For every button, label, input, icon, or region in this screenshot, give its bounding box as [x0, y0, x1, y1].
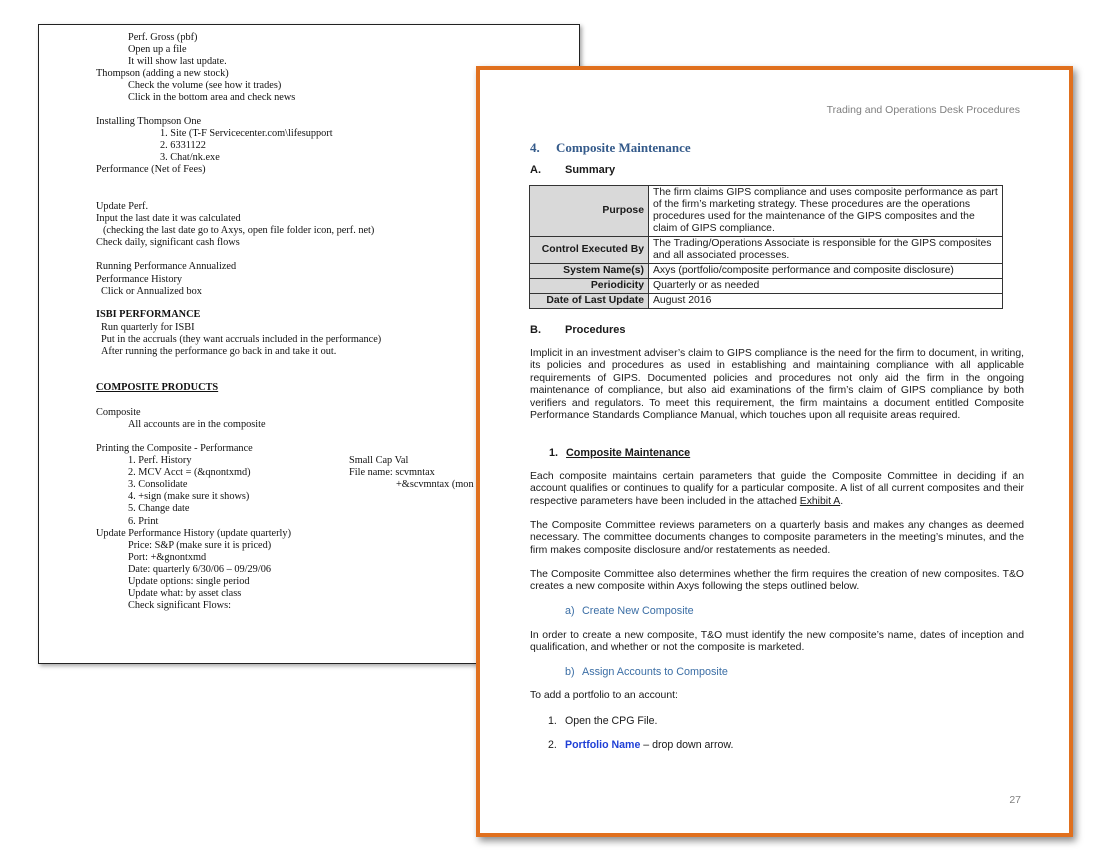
procedures-letter: B.	[530, 324, 541, 336]
subheading-title: Assign Accounts to Composite	[582, 666, 728, 678]
intro-paragraph: Implicit in an investment adviser’s claim to GIPS compliance is the need for the firm to document, in writing, its policies and procedures as used in establishing and maintaining compliance with all applicable requirements of GIPS. Documented policies and procedures not only aid the firm in the ongoing maintenance of compliance, but also aid examinations of the firm’s claim of GIPS compliance by both verifiers and regulators. To meet this requirement, the firm maintains a document entitled Composite Performance Standards Compliance Manual, which touches upon all requisite areas required.	[530, 348, 1024, 422]
note-line: Click in the bottom area and check news	[128, 92, 296, 103]
table-value: Quarterly or as needed	[649, 279, 1003, 294]
note-line: Update Performance History (update quarterly)	[96, 528, 291, 539]
note-line: Performance (Net of Fees)	[96, 164, 206, 175]
table-value: The firm claims GIPS compliance and uses composite performance as part of the firm’s marketing strategy. These procedures are the operations procedures used for the maintenance of the GIPS composites and the claim of GIPS compliance.	[649, 186, 1003, 237]
note-line: Check daily, significant cash flows	[96, 237, 240, 248]
note-line: File name: scvmntax	[349, 467, 435, 478]
step-2	[548, 739, 733, 751]
portfolio-name-label: Portfolio Name	[565, 739, 641, 751]
note-line: Check significant Flows:	[128, 600, 231, 611]
note-line: Put in the accruals (they want accruals included in the performance)	[101, 334, 382, 345]
note-line: Click or Annualized box	[101, 286, 202, 297]
note-line: Update Perf.	[96, 201, 149, 212]
note-line: Update what: by asset class	[128, 588, 242, 599]
note-line: +&scvmntax (mon	[396, 479, 474, 490]
note-line: Date: quarterly 6/30/06 – 09/29/06	[128, 564, 271, 575]
note-line: Update options: single period	[128, 576, 250, 587]
note-line: 2. MCV Acct = (&qnontxmd)	[128, 467, 251, 478]
procedures-title: Procedures	[565, 324, 626, 336]
table-label: Purpose	[530, 186, 649, 237]
create-new-composite-heading	[565, 605, 694, 617]
paragraph-end: .	[840, 495, 844, 507]
note-line: Open up a file	[128, 44, 187, 55]
subheading-letter: b)	[565, 666, 575, 678]
note-line: Price: S&P (make sure it is priced)	[128, 540, 272, 551]
step-number: 2.	[548, 739, 557, 751]
page-number: 27	[1009, 794, 1021, 806]
step-text: Open the CPG File.	[565, 715, 658, 727]
table-label: Date of Last Update	[530, 294, 649, 309]
paragraph-text: Each composite maintains certain parameters that guide the Composite Committee in deciding if an account qualifies or continues to qualify for a particular composite. A list of all current composites and their respective parameters have been included in the attached	[530, 471, 1024, 507]
note-line: After running the performance go back in and take it out.	[101, 346, 337, 357]
section-title-text: Composite Maintenance	[556, 140, 691, 155]
note-line: Printing the Composite - Performance	[96, 443, 253, 454]
table-row	[530, 264, 1003, 279]
note-line: Performance History	[96, 274, 183, 285]
note-line: Composite	[96, 407, 141, 418]
table-value: August 2016	[649, 294, 1003, 309]
note-line: 3. Consolidate	[128, 479, 188, 490]
note-line: Running Performance Annualized	[96, 261, 237, 272]
note-line: Perf. Gross (pbf)	[128, 32, 198, 43]
note-line: 1. Site (T-F Servicecenter.com\lifesupport	[160, 128, 333, 139]
exhibit-a-link[interactable]: Exhibit A	[799, 495, 841, 507]
note-line: 3. Chat/nk.exe	[160, 152, 220, 163]
note-line: 4. +sign (make sure it shows)	[128, 491, 250, 502]
note-line: 5. Change date	[128, 503, 190, 514]
note-line: 6. Print	[128, 516, 159, 527]
note-heading: ISBI PERFORMANCE	[96, 309, 201, 320]
note-line: Run quarterly for ISBI	[101, 322, 195, 333]
table-row	[530, 279, 1003, 294]
table-label: System Name(s)	[530, 264, 649, 279]
note-line: Installing Thompson One	[96, 116, 202, 127]
assign-accounts-heading	[565, 666, 728, 678]
heading-number: 1.	[549, 447, 559, 459]
summary-title: Summary	[565, 164, 616, 176]
summary-heading	[530, 164, 615, 176]
note-line: Thompson (adding a new stock)	[96, 68, 229, 79]
section-title	[530, 140, 691, 156]
note-line: Small Cap Val	[349, 455, 409, 466]
heading-title: Composite Maintenance	[566, 447, 691, 459]
note-line: All accounts are in the composite	[128, 419, 266, 430]
table-row	[530, 294, 1003, 309]
parameters-paragraph	[530, 471, 1024, 508]
step-text: – drop down arrow.	[640, 739, 734, 751]
note-line: It will show last update.	[128, 56, 227, 67]
subheading-letter: a)	[565, 605, 575, 617]
subheading-title: Create New Composite	[582, 605, 694, 617]
create-composite-paragraph: In order to create a new composite, T&O must identify the new composite’s name, dates of inception and qualification, and whether or not the composite is marketed.	[530, 630, 1024, 654]
note-line: (checking the last date go to Axys, open file folder icon, perf. net)	[103, 225, 375, 236]
note-heading: COMPOSITE PRODUCTS	[96, 382, 219, 393]
summary-table	[529, 185, 1003, 309]
table-label: Control Executed By	[530, 237, 649, 264]
note-line: Check the volume (see how it trades)	[128, 80, 282, 91]
step-1	[548, 715, 657, 727]
table-row	[530, 186, 1003, 237]
step-number: 1.	[548, 715, 557, 727]
review-paragraph: The Composite Committee reviews parameters on a quarterly basis and makes any changes as deemed necessary. The committee documents changes to composite parameters in the meeting’s minutes, and the firm makes composite disclosure and/or restatements as needed.	[530, 520, 1024, 556]
procedures-heading	[530, 324, 626, 336]
note-line: 1. Perf. History	[128, 455, 192, 466]
section-number: 4.	[530, 140, 540, 155]
creation-paragraph: The Composite Committee also determines whether the firm requires the creation of new composites. T&O creates a new composite within Axys following the steps outlined below.	[530, 569, 1024, 593]
procedures-page	[476, 66, 1073, 837]
add-portfolio-paragraph: To add a portfolio to an account:	[530, 690, 678, 701]
table-label: Periodicity	[530, 279, 649, 294]
summary-letter: A.	[530, 164, 541, 176]
note-line: Port: +&gnontxmd	[128, 552, 207, 563]
table-value: The Trading/Operations Associate is responsible for the GIPS composites and all associated processes.	[649, 237, 1003, 264]
table-row	[530, 237, 1003, 264]
note-line: 2. 6331122	[160, 140, 206, 151]
note-line: Input the last date it was calculated	[96, 213, 241, 224]
running-header: Trading and Operations Desk Procedures	[826, 104, 1020, 116]
table-value: Axys (portfolio/composite performance and composite disclosure)	[649, 264, 1003, 279]
composite-maintenance-heading	[549, 447, 690, 459]
